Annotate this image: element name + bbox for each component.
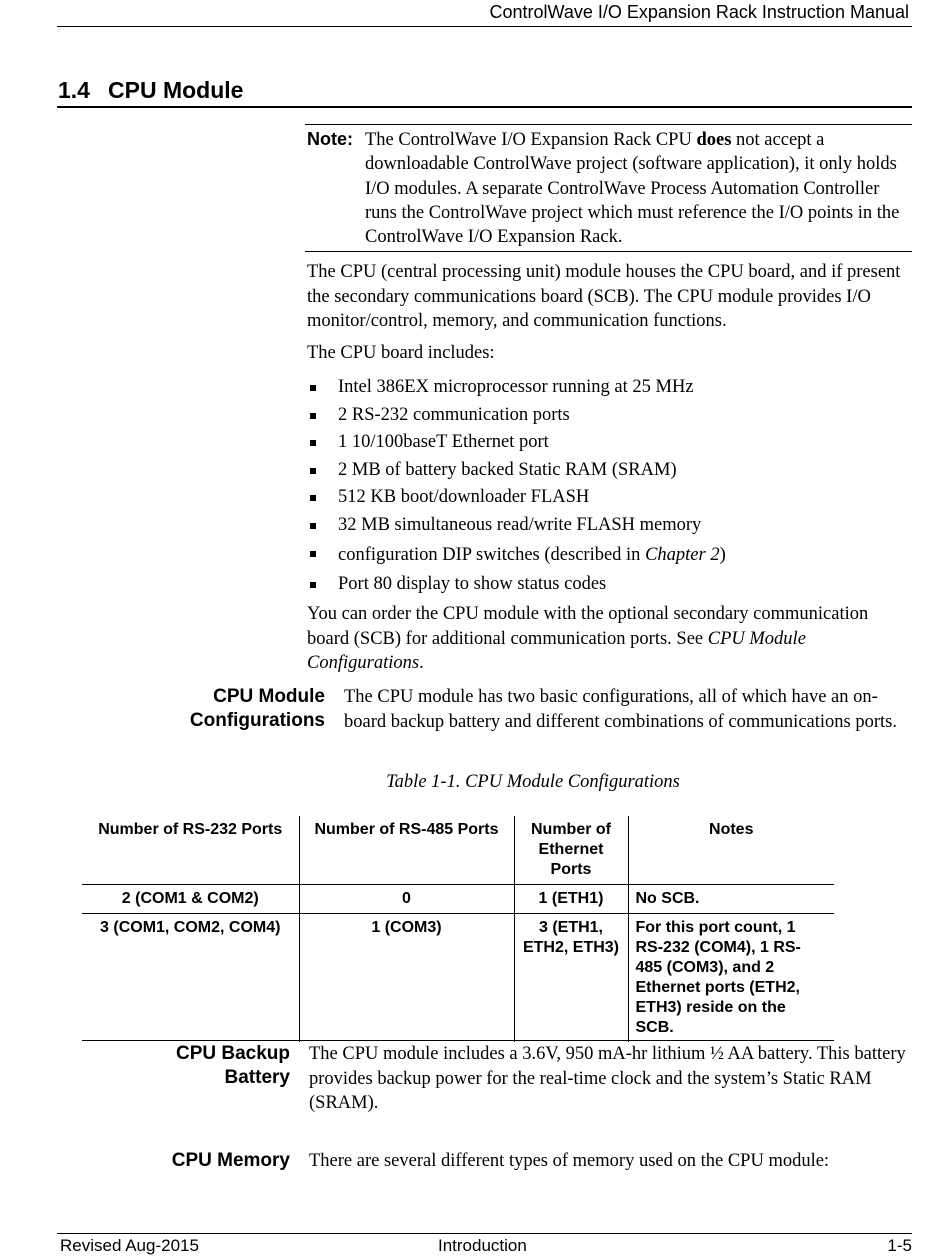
- memory-text: There are several different types of memory used on the CPU module:: [309, 1151, 830, 1171]
- battery-heading: [60, 1042, 290, 1090]
- section-title-text: CPU Module: [108, 77, 244, 103]
- heading-line: Configurations: [189, 710, 325, 731]
- list-item-text: 2 MB of battery backed Static RAM (SRAM): [338, 459, 677, 480]
- heading-line: CPU Module: [213, 686, 325, 707]
- chapter-reference: Chapter 2: [645, 544, 720, 565]
- list-item: [307, 484, 913, 512]
- config-table: [82, 816, 834, 1042]
- list-item-text-end: ): [719, 544, 726, 565]
- board-feature-list: [307, 374, 913, 598]
- bullet-icon: [310, 495, 316, 501]
- footer-rule: [57, 1233, 912, 1234]
- column-header: Notes: [628, 816, 834, 885]
- column-header: Number of RS-232 Ports: [82, 816, 299, 885]
- list-item: [307, 512, 913, 540]
- table-row: [82, 885, 834, 914]
- table-cell: 1 (ETH1): [514, 885, 628, 914]
- list-item: [307, 429, 913, 457]
- battery-text: The CPU module includes a 3.6V, 950 mA-hr lithium ½ AA battery. This battery provides backup power for the real-time clock and the system’s Static RAM (SRAM).: [309, 1044, 906, 1113]
- footer-revision: Revised Aug-2015: [60, 1236, 199, 1255]
- list-item-text: Intel 386EX microprocessor running at 25 MHz: [338, 377, 694, 397]
- table-row: [82, 914, 834, 1043]
- board-intro: The CPU board includes:: [307, 343, 495, 363]
- column-header: Number of Ethernet Ports: [514, 816, 628, 885]
- table-cell: 3 (ETH1, ETH2, ETH3): [514, 914, 628, 1043]
- configurations-heading: [60, 685, 325, 733]
- list-item-text: 1 10/100baseT Ethernet port: [338, 432, 549, 453]
- list-item-text: configuration DIP switches (described in: [338, 544, 646, 565]
- list-item: [307, 402, 913, 430]
- list-item-text: Port 80 display to show status codes: [338, 573, 607, 594]
- bullet-icon: [310, 440, 316, 446]
- list-item: [307, 374, 913, 402]
- bullet-icon: [310, 468, 316, 474]
- bullet-icon: [310, 523, 316, 529]
- list-item: [307, 571, 913, 599]
- heading-line: Battery: [224, 1067, 290, 1088]
- header-rule: [57, 26, 912, 27]
- list-item-text: 2 RS-232 communication ports: [338, 404, 570, 425]
- table-cell: 0: [299, 885, 514, 914]
- note-box: [305, 124, 912, 252]
- table-cell: No SCB.: [628, 885, 834, 914]
- table-cell: 2 (COM1 & COM2): [82, 885, 299, 914]
- configurations-text: The CPU module has two basic configurations, all of which have an on-board backup battery and different combinations of communications ports.: [344, 687, 897, 732]
- table-caption: Table 1-1. CPU Module Configurations: [386, 772, 680, 792]
- bullet-icon: [310, 551, 316, 557]
- order-paragraph-end: .: [419, 653, 424, 673]
- table-bottom-rule: [82, 1040, 834, 1041]
- note-text: [365, 128, 912, 249]
- list-item: [307, 457, 913, 485]
- table-cell: 1 (COM3): [299, 914, 514, 1043]
- footer-page-number: 1-5: [887, 1236, 912, 1255]
- bullet-icon: [310, 385, 316, 391]
- order-paragraph: [307, 602, 913, 676]
- table-header-row: [82, 816, 834, 885]
- order-paragraph-text: You can order the CPU module with the optional secondary communication board (SCB) for additional communication ports. See: [307, 604, 869, 649]
- running-header: ControlWave I/O Expansion Rack Instruction Manual: [489, 2, 909, 22]
- bullet-icon: [310, 413, 316, 419]
- section-number: 1.4: [58, 77, 90, 103]
- intro-paragraph: The CPU (central processing unit) module houses the CPU board, and if present the secondary communications board (SCB). The CPU module provides I/O monitor/control, memory, and communication functions.: [307, 262, 901, 331]
- table-cell: 3 (COM1, COM2, COM4): [100, 919, 281, 936]
- table-cell: For this port count, 1 RS-232 (COM4), 1 RS-485 (COM3), and 2 Ethernet ports (ETH2, ETH3) reside on the SCB.: [628, 914, 834, 1043]
- section-rule: [57, 106, 912, 108]
- heading-line: CPU Backup: [175, 1043, 290, 1064]
- bullet-icon: [310, 582, 316, 588]
- note-text-bold: does: [696, 130, 732, 150]
- note-text-before: The ControlWave I/O Expansion Rack CPU: [365, 130, 697, 150]
- memory-heading: CPU Memory: [171, 1150, 290, 1171]
- list-item-text: 32 MB simultaneous read/write FLASH memory: [338, 514, 702, 535]
- list-item: [307, 540, 913, 571]
- footer-chapter: Introduction: [438, 1236, 527, 1255]
- note-label: Note:: [307, 129, 353, 149]
- section-title: [58, 77, 243, 104]
- note-text-after: not accept a downloadable ControlWave project (software application), it only holds I/O modules. A separate ControlWave Process Automation Controller runs the ControlWave project which must reference the I/O points in the ControlWave I/O Expansion Rack.: [365, 130, 900, 248]
- column-header: Number of RS-485 Ports: [299, 816, 514, 885]
- list-item-text: 512 KB boot/downloader FLASH: [338, 487, 590, 508]
- configurations-link: CPU Module Configurations: [307, 628, 806, 673]
